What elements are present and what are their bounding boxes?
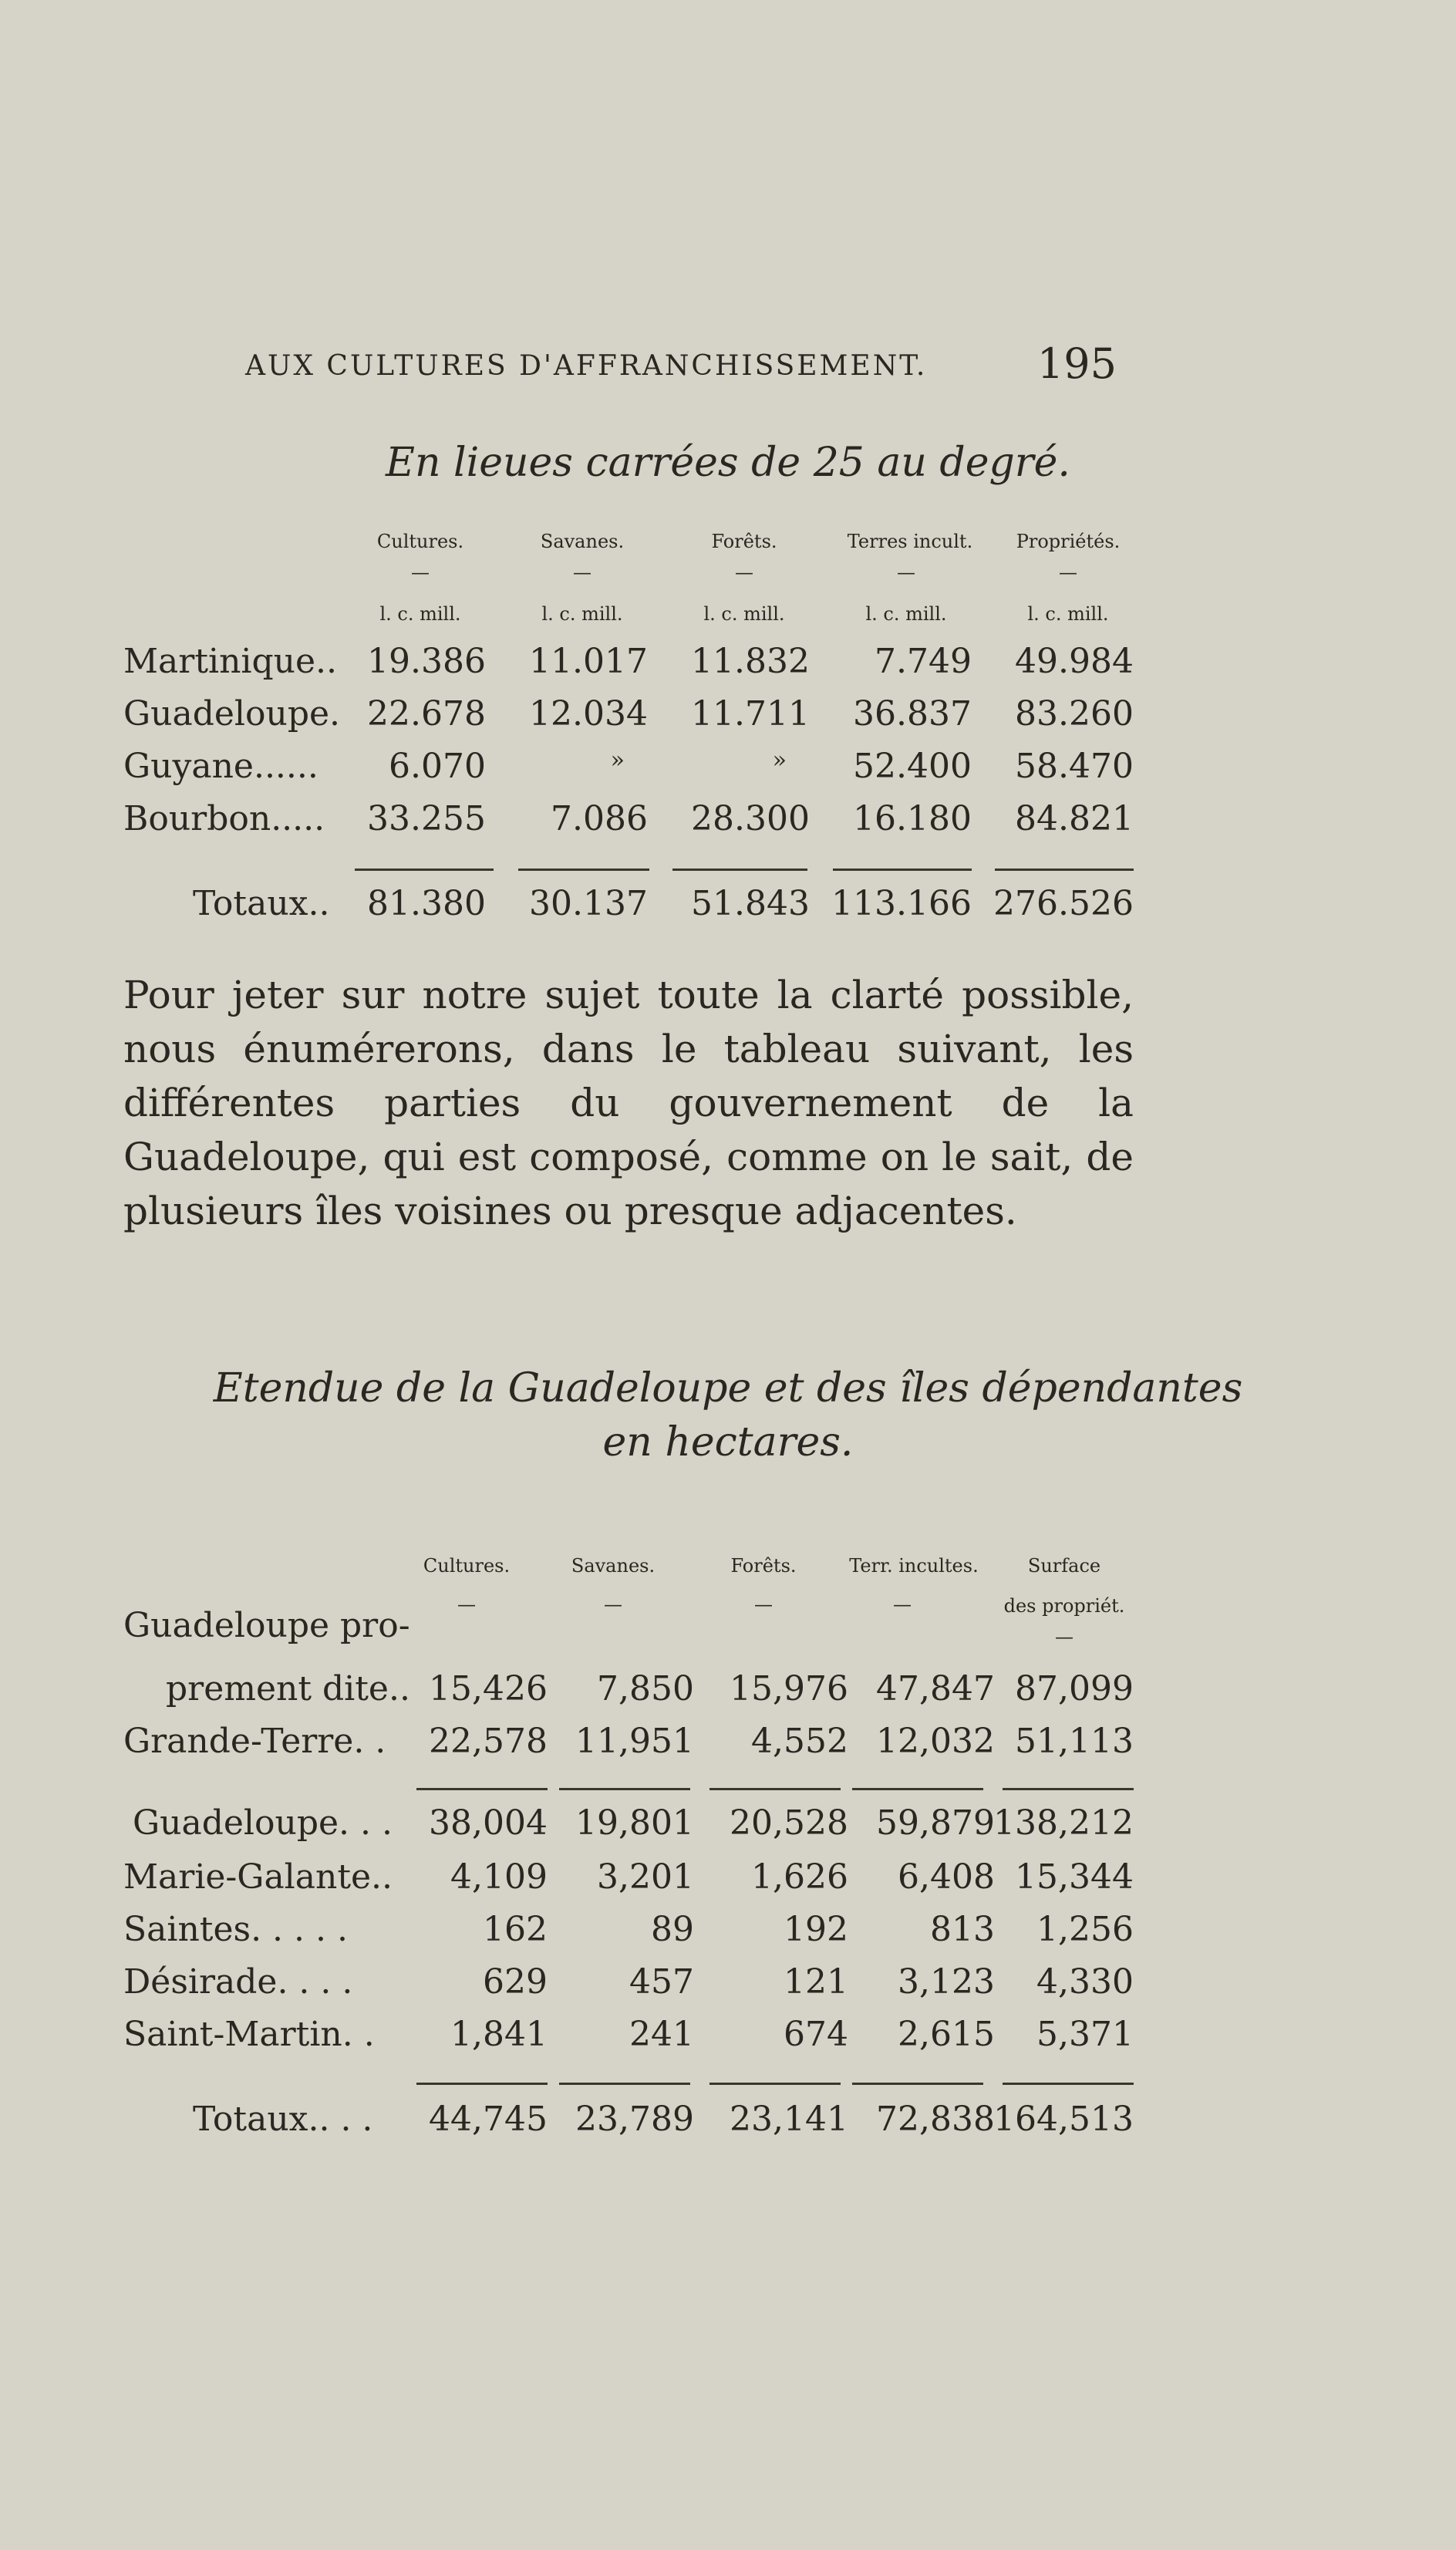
- table2-row: [0, 2015, 1456, 2069]
- cell: 89: [651, 1910, 694, 1949]
- table1-unit: l. c. mill.: [1027, 603, 1109, 625]
- cell: 38,004: [429, 1803, 548, 1843]
- sum-rule: [852, 1788, 983, 1790]
- sum-rule: [852, 2083, 983, 2085]
- cell: 81.380: [367, 884, 486, 923]
- cell: 162: [483, 1910, 548, 1949]
- table1-dash: —: [411, 562, 430, 583]
- table1-row: [0, 642, 1456, 696]
- table2-row: [0, 1857, 1456, 1911]
- table2-row: [0, 1910, 1456, 1964]
- cell: 84.821: [1015, 799, 1134, 838]
- cell: 20,528: [730, 1803, 848, 1843]
- sum-rule: [672, 869, 807, 871]
- body-paragraph: [123, 968, 1134, 1238]
- table1-total-row: [0, 884, 1456, 938]
- cell: 2,615: [898, 2015, 995, 2054]
- cell: 30.137: [529, 884, 648, 923]
- sum-rule: [559, 1788, 690, 1790]
- cell: 1,841: [450, 2015, 548, 2054]
- cell: 59,879: [876, 1803, 995, 1843]
- cell: 15,976: [730, 1669, 848, 1708]
- table2-title-line2: en hectares.: [602, 1419, 854, 1466]
- table2-col-surface-extra: des propriét.: [1003, 1595, 1125, 1617]
- table1-row: [0, 747, 1456, 801]
- table1-col-forets: Forêts.: [711, 531, 777, 552]
- table1-col-terres-incultes: Terres incult.: [847, 531, 973, 552]
- cell: 83.260: [1015, 694, 1134, 734]
- table2-col-surface: Surface: [1027, 1555, 1101, 1577]
- table2-row-label-continued: [0, 1606, 1456, 1660]
- cell: 457: [629, 1962, 694, 2002]
- cell: »: [772, 747, 787, 774]
- cell: 4,109: [450, 1857, 548, 1897]
- cell: 113.166: [831, 884, 972, 923]
- cell: 192: [784, 1910, 848, 1949]
- cell: 12,032: [876, 1722, 995, 1761]
- cell: 49.984: [1015, 642, 1134, 681]
- row-label: Saint-Martin. .: [123, 2015, 375, 2054]
- table1-dash: —: [735, 562, 753, 583]
- table2-title: Etendue de la Guadeloupe et des îles dépendantes: [213, 1365, 1243, 1412]
- cell: 44,745: [429, 2100, 548, 2139]
- row-label: Martinique..: [123, 642, 337, 681]
- cell: 87,099: [1015, 1669, 1134, 1708]
- cell: 241: [629, 2015, 694, 2054]
- table1-row: [0, 799, 1456, 853]
- cell: 33.255: [367, 799, 486, 838]
- cell: 3,201: [597, 1857, 694, 1897]
- row-label: Grande-Terre. .: [123, 1722, 386, 1761]
- cell: 4,552: [751, 1722, 848, 1761]
- running-title: AUX CULTURES D'AFFRANCHISSEMENT.: [245, 350, 928, 382]
- sum-rule: [518, 869, 649, 871]
- cell: 629: [483, 1962, 548, 2002]
- sum-rule: [709, 2083, 841, 2085]
- table2-dash: —: [754, 1594, 773, 1615]
- table2-row: [0, 1722, 1456, 1776]
- table2-col-savanes: Savanes.: [571, 1555, 656, 1577]
- table1-unit: l. c. mill.: [541, 603, 623, 625]
- cell: »: [610, 747, 625, 774]
- table1-unit: l. c. mill.: [865, 603, 947, 625]
- row-label: Guadeloupe pro-: [123, 1606, 410, 1645]
- table1-row: [0, 694, 1456, 748]
- cell: 7.086: [551, 799, 648, 838]
- table1-col-cultures: Cultures.: [376, 531, 464, 552]
- cell: 813: [930, 1910, 995, 1949]
- cell: 7,850: [597, 1669, 694, 1708]
- table1-col-savanes: Savanes.: [540, 531, 625, 552]
- cell: 5,371: [1036, 2015, 1134, 2054]
- sum-rule: [1003, 2083, 1134, 2085]
- table2-dash: —: [893, 1594, 912, 1615]
- cell: 1,256: [1036, 1910, 1134, 1949]
- sum-rule: [416, 2083, 548, 2085]
- sum-rule: [416, 1788, 548, 1790]
- cell: 58.470: [1015, 747, 1134, 786]
- total-label: Totaux.. . .: [193, 2100, 373, 2139]
- table2-dash: —: [457, 1594, 476, 1615]
- cell: 22,578: [429, 1722, 548, 1761]
- cell: 1,626: [751, 1857, 848, 1897]
- cell: 36.837: [853, 694, 972, 734]
- cell: 51,113: [1015, 1722, 1134, 1761]
- table1-dash: —: [573, 562, 592, 583]
- cell: 6,408: [898, 1857, 995, 1897]
- cell: 23,789: [575, 2100, 694, 2139]
- cell: 28.300: [691, 799, 810, 838]
- sum-rule: [833, 869, 972, 871]
- cell: 47,847: [876, 1669, 995, 1708]
- cell: 19.386: [367, 642, 486, 681]
- row-label: Marie-Galante..: [123, 1857, 393, 1897]
- sum-rule: [995, 869, 1134, 871]
- cell: 12.034: [529, 694, 648, 734]
- table2-subtotal-row: [0, 1803, 1456, 1857]
- table1-unit: l. c. mill.: [379, 603, 461, 625]
- row-label: Guadeloupe. . .: [133, 1803, 393, 1843]
- table2-dash: —: [604, 1594, 622, 1615]
- table1-dash: —: [1059, 562, 1077, 583]
- cell: 51.843: [691, 884, 810, 923]
- cell: 22.678: [367, 694, 486, 734]
- table2-col-cultures: Cultures.: [423, 1555, 511, 1577]
- cell: 11.832: [691, 642, 810, 681]
- table2-total-row: [0, 2100, 1456, 2154]
- cell: 52.400: [853, 747, 972, 786]
- row-label: Guyane......: [123, 747, 318, 786]
- cell: 11,951: [575, 1722, 694, 1761]
- cell: 6.070: [389, 747, 486, 786]
- table1-unit: l. c. mill.: [703, 603, 785, 625]
- sum-rule: [1003, 1788, 1134, 1790]
- cell: 674: [784, 2015, 848, 2054]
- cell: 121: [784, 1962, 848, 2002]
- row-label: Bourbon.....: [123, 799, 325, 838]
- row-label: Désirade. . . .: [123, 1962, 353, 2002]
- cell: 72,838: [876, 2100, 995, 2139]
- cell: 16.180: [853, 799, 972, 838]
- table2-dash: —: [1055, 1626, 1073, 1648]
- sum-rule: [559, 2083, 690, 2085]
- cell: 11.711: [691, 694, 810, 734]
- table1-title: En lieues carrées de 25 au degré.: [386, 440, 1070, 486]
- cell: 138,212: [993, 1803, 1134, 1843]
- table2-row: [0, 1962, 1456, 2016]
- cell: 15,426: [429, 1669, 548, 1708]
- table1-col-proprietes: Propriétés.: [1016, 531, 1121, 552]
- table2-col-terres-incultes: Terr. incultes.: [849, 1555, 979, 1577]
- cell: 19,801: [575, 1803, 694, 1843]
- table2-col-forets: Forêts.: [730, 1555, 797, 1577]
- table2-row: [0, 1669, 1456, 1723]
- row-label: Guadeloupe.: [123, 694, 341, 734]
- cell: 15,344: [1015, 1857, 1134, 1897]
- cell: 23,141: [730, 2100, 848, 2139]
- row-label: Saintes. . . . .: [123, 1910, 348, 1949]
- cell: 4,330: [1036, 1962, 1134, 2002]
- sum-rule: [709, 1788, 841, 1790]
- total-label: Totaux..: [193, 884, 330, 923]
- cell: 11.017: [529, 642, 648, 681]
- cell: 3,123: [898, 1962, 995, 2002]
- running-head: [245, 339, 1117, 401]
- cell: 276.526: [993, 884, 1134, 923]
- page-number: 195: [1036, 339, 1117, 388]
- table1-dash: —: [897, 562, 915, 583]
- sum-rule: [355, 869, 494, 871]
- cell: 164,513: [993, 2100, 1134, 2139]
- cell: 7.749: [875, 642, 972, 681]
- paragraph-text: Pour jeter sur notre sujet toute la clarté possible, nous énumérerons, dans le tableau suivant, les différentes parties du gouvernement de la Guadeloupe, qui est composé, comme on le sait, de plusieurs îles voisines ou presque adjacentes.: [123, 973, 1134, 1233]
- row-label: prement dite..: [166, 1669, 410, 1708]
